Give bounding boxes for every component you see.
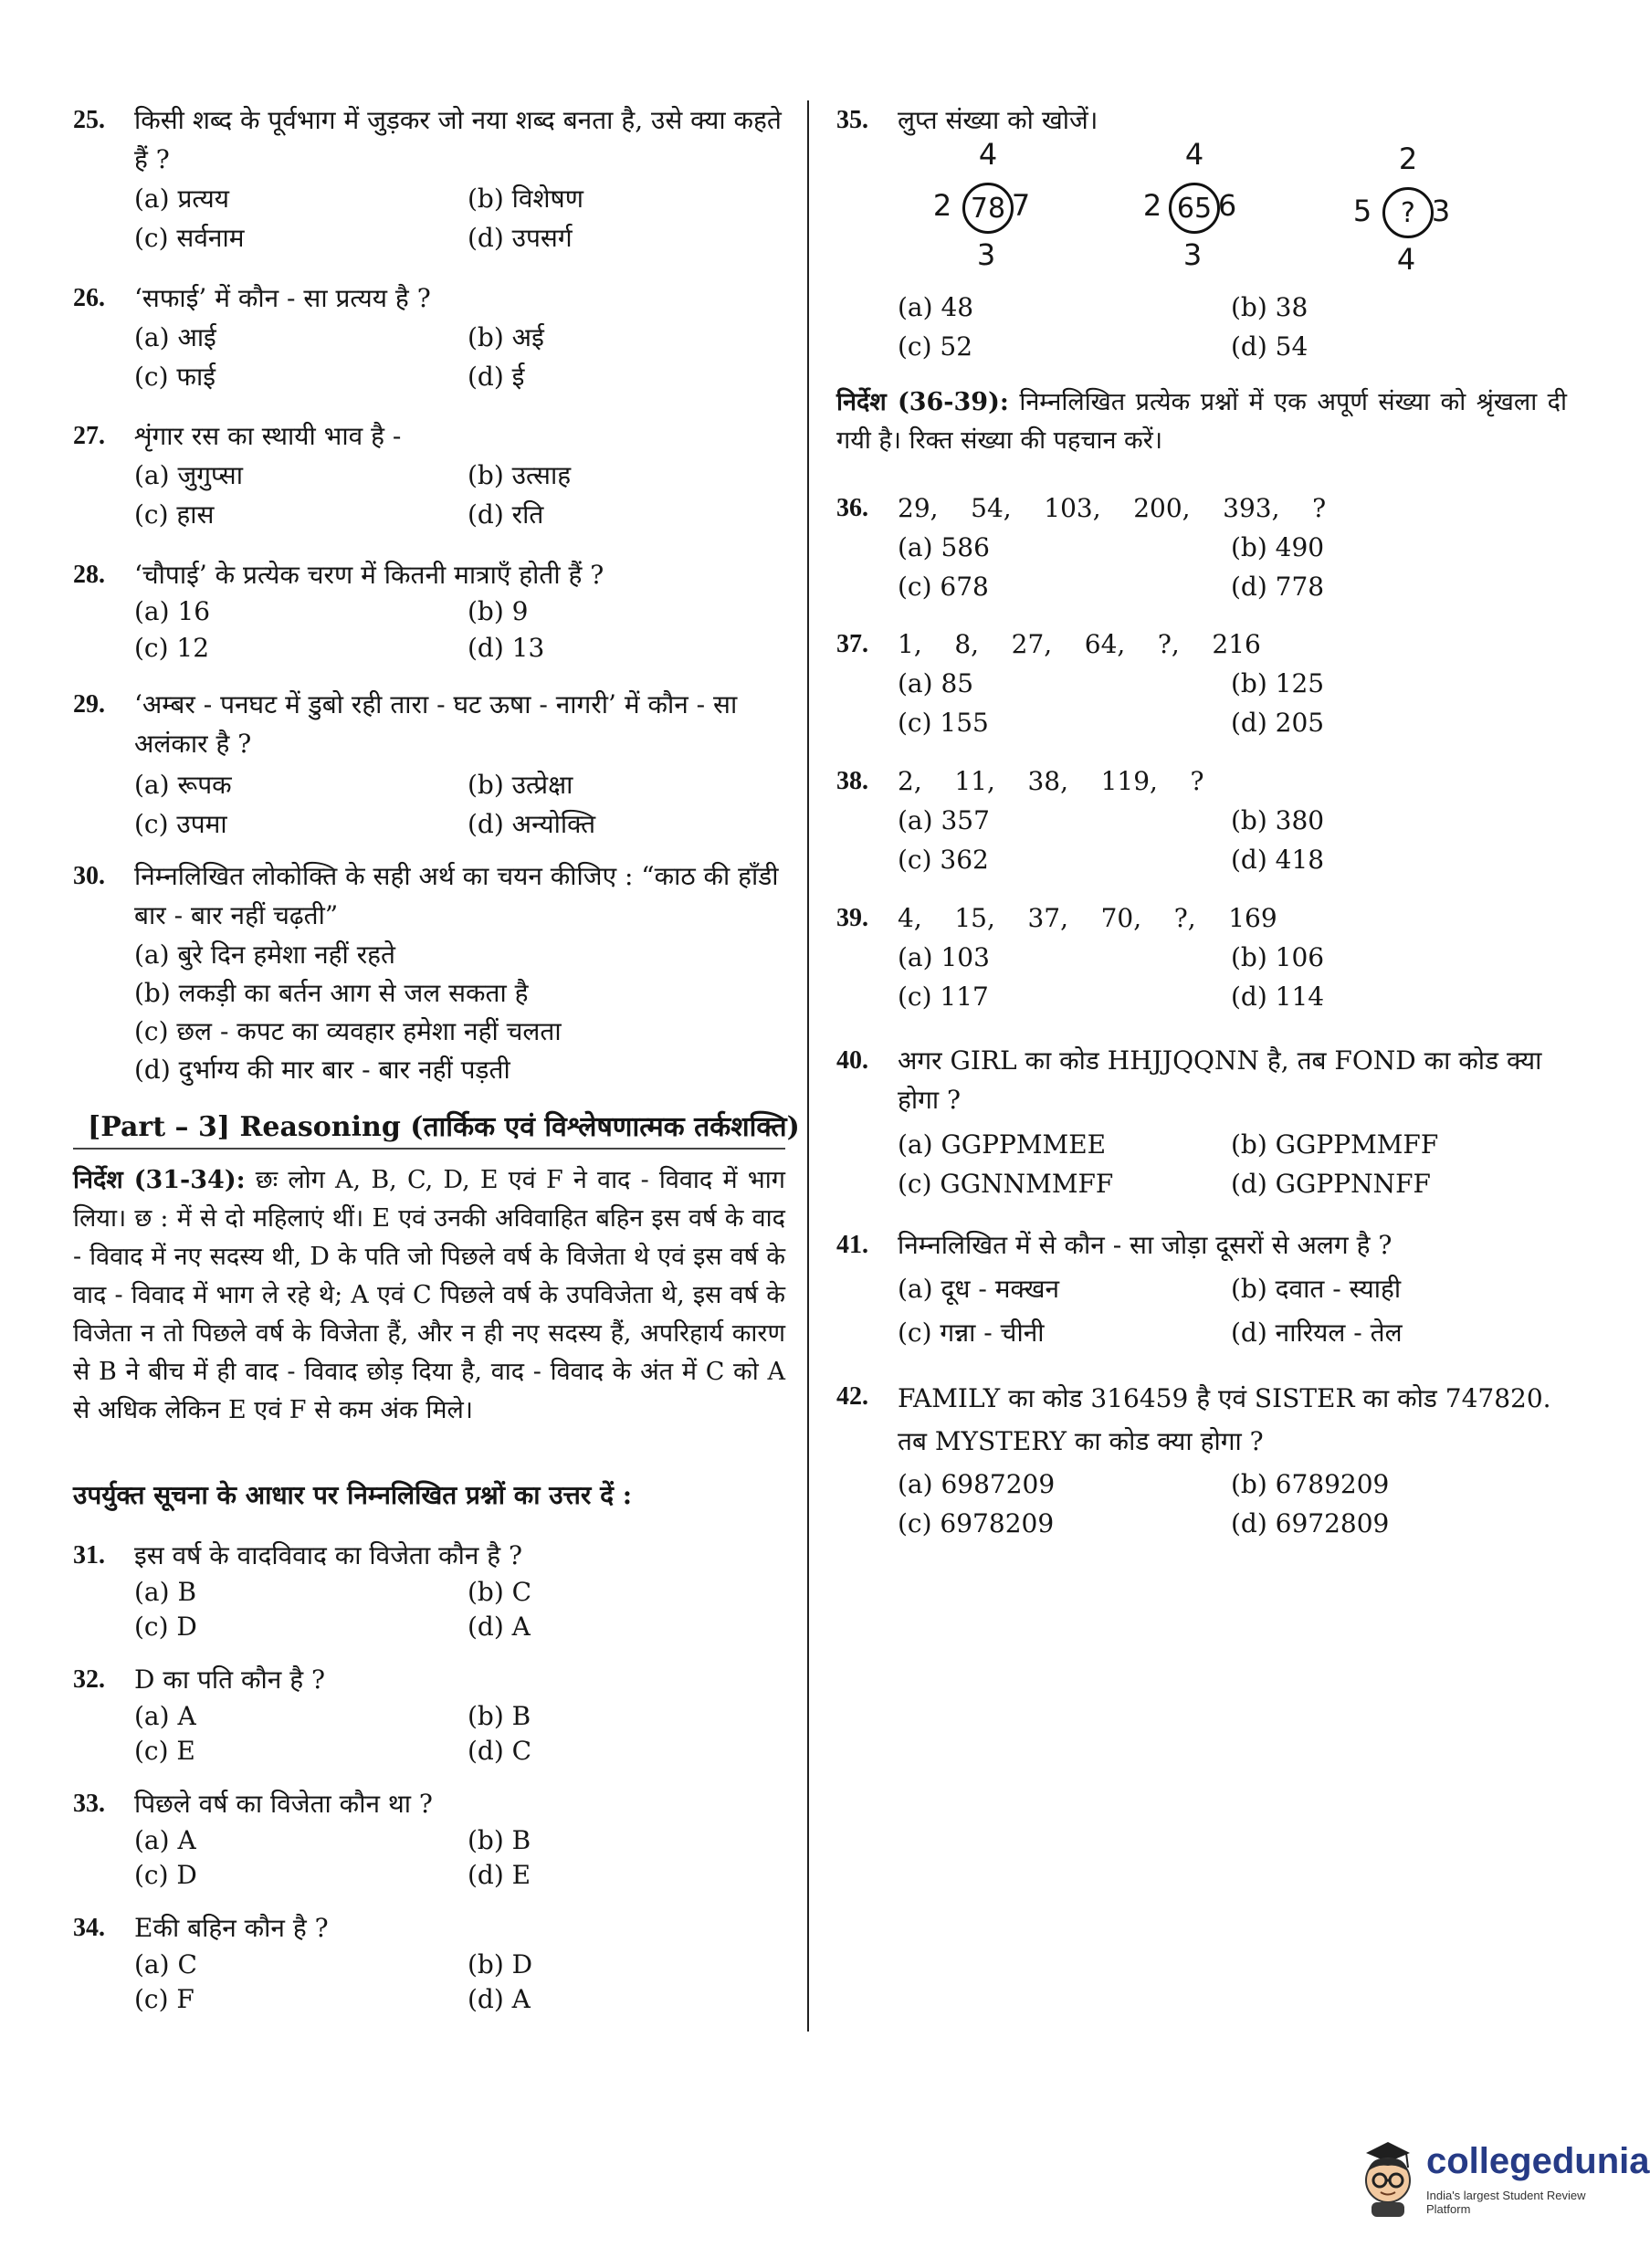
question-stem: FAMILY का कोड 316459 है एवं SISTER का कोड 747820. तब MYSTERY का कोड क्या होगा ? — [898, 1383, 1551, 1456]
option-b: (b) 38 — [1231, 292, 1308, 322]
question-number: 30. — [73, 862, 105, 890]
option-d: (d) रति — [468, 499, 544, 530]
option-c: (c) सर्वनाम — [134, 223, 245, 253]
option-c: (c) F — [134, 1984, 194, 2014]
option-b: (b) 9 — [468, 596, 529, 626]
question-number: 42. — [836, 1382, 868, 1411]
collegedunia-logo[interactable] — [1353, 2132, 1650, 2223]
directions-36-39 — [836, 383, 1567, 460]
question-number: 33. — [73, 1790, 105, 1818]
option-c: (c) गन्ना - चीनी — [898, 1318, 1045, 1348]
option-d: (d) उपसर्ग — [468, 223, 573, 253]
number-figure-1 — [920, 137, 1067, 283]
section-heading: [Part – 3] Reasoning (तार्किक एवं विश्लेषणात्मक तर्कशक्ति) — [88, 1111, 800, 1143]
option-c: (c) 362 — [898, 845, 989, 875]
figure-top-number: 2 — [1398, 142, 1418, 176]
option-c: (c) 6978209 — [898, 1508, 1055, 1538]
option-a: (a) 357 — [898, 805, 990, 835]
option-b: (b) C — [468, 1577, 532, 1607]
question-stem: अगर GIRL का कोड HHJJQQNN है, तब FOND का कोड क्या होगा ? — [898, 1045, 1542, 1115]
question-stem: इस वर्ष के वादविवाद का विजेता कौन है ? — [134, 1540, 523, 1570]
figure-right-number: 3 — [1431, 194, 1451, 228]
question-number: 40. — [836, 1046, 868, 1075]
option-a: (a) C — [134, 1949, 197, 1979]
option-b: (b) उत्साह — [468, 460, 572, 490]
option-b: (b) B — [468, 1825, 531, 1855]
logo-tagline: India's largest Student Review Platform — [1426, 2189, 1586, 2216]
question-stem: Eकी बहिन कौन है ? — [134, 1913, 329, 1943]
option-a: (a) आई — [134, 322, 216, 352]
figure-left-number: 2 — [932, 188, 952, 223]
figure-right-number: 6 — [1217, 188, 1237, 223]
option-d: (d) 114 — [1231, 982, 1325, 1012]
section-rule — [73, 1148, 785, 1150]
question-number: 29. — [73, 690, 105, 719]
question-number: 28. — [73, 561, 105, 589]
figure-circled-number: 78 — [962, 183, 1014, 234]
option-d: (d) E — [468, 1860, 531, 1890]
question-stem: 1, 8, 27, 64, ?, 216 — [898, 629, 1261, 659]
option-d: (d) नारियल - तेल — [1231, 1318, 1403, 1348]
question-stem: D का पति कौन है ? — [134, 1664, 325, 1695]
option-c: (c) 155 — [898, 708, 989, 738]
option-b: (b) 106 — [1231, 942, 1325, 972]
option-a: (a) 85 — [898, 668, 974, 698]
option-c: (c) D — [134, 1612, 197, 1642]
figure-left-number: 2 — [1142, 188, 1162, 223]
figure-bottom-number: 3 — [1182, 237, 1203, 272]
option-b: (b) B — [468, 1701, 531, 1731]
question-stem: निम्नलिखित में से कौन - सा जोड़ा दूसरों से अलग है ? — [898, 1230, 1393, 1260]
directions-31-34 — [73, 1161, 785, 1430]
question-stem: किसी शब्द के पूर्वभाग में जुड़कर जो नया शब्द बनता है, उसे क्या कहते हैं ? — [134, 105, 782, 174]
question-stem: निम्नलिखित लोकोक्ति के सही अर्थ का चयन कीजिए : “काठ की हाँडी बार - बार नहीं चढ़ती” — [134, 861, 779, 930]
logo-brand: collegedunia — [1426, 2141, 1650, 2181]
option-b: (b) विशेषण — [468, 184, 583, 214]
figure-bottom-number: 3 — [976, 237, 996, 272]
question-stem: ‘चौपाई’ के प्रत्येक चरण में कितनी मात्राएँ होती हैं ? — [134, 560, 604, 590]
option-a: (a) रूपक — [134, 770, 232, 800]
option-c: (c) E — [134, 1736, 195, 1766]
question-number: 32. — [73, 1665, 105, 1694]
question-stem: ‘अम्बर - पनघट में डुबो रही तारा - घट ऊषा - नागरी’ में कौन - सा अलंकार है ? — [134, 689, 738, 759]
option-c: (c) 12 — [134, 633, 210, 663]
option-c: (c) GGNNMMFF — [898, 1169, 1114, 1199]
option-c: (c) D — [134, 1860, 197, 1890]
directions-text: छः लोग A, B, C, D, E एवं F ने वाद - विवाद में भाग लिया। छ : में से दो महिलाएं थीं। E एवं उनकी अविवाहित बहिन इस वर्ष के वाद - विवाद में नए सदस्य थी, D के पति जो पिछले वर्ष के विजेता थे एवं इस वर्ष के वाद - विवाद में भाग ले रहे थे; A एवं C पिछले वर्ष के उपविजेता थे, इस वर्ष के विजेता न तो पिछले वर्ष के विजेता हैं, और न ही नए सदस्य हैं, अपरिहार्य कारण से B ने बीच में ही वाद - विवाद छोड़ दिया है, वाद - विवाद के अंत में C को A से अधिक लेकिन E एवं F से कम अंक मिले। — [73, 1166, 785, 1424]
option-b: (b) दवात - स्याही — [1231, 1274, 1402, 1304]
figure-top-number: 4 — [978, 137, 998, 172]
question-number: 36. — [836, 494, 868, 522]
figure-bottom-number: 4 — [1396, 242, 1416, 277]
question-stem: पिछले वर्ष का विजेता कौन था ? — [134, 1789, 433, 1819]
option-b: (b) D — [468, 1949, 533, 1979]
question-number: 31. — [73, 1541, 105, 1570]
question-number: 26. — [73, 284, 105, 312]
option-d: (d) 205 — [1231, 708, 1325, 738]
question-stem: शृंगार रस का स्थायी भाव है - — [134, 421, 402, 451]
option-a: (a) 103 — [898, 942, 990, 972]
option-c: (c) 678 — [898, 572, 989, 602]
question-stem: 4, 15, 37, 70, ?, 169 — [898, 903, 1277, 933]
option-a: (a) दूध - मक्खन — [898, 1274, 1060, 1304]
question-number: 39. — [836, 904, 868, 932]
question-number: 41. — [836, 1231, 868, 1259]
option-d: (d) C — [468, 1736, 532, 1766]
option-d: (d) 6972809 — [1231, 1508, 1390, 1538]
question-stem: 29, 54, 103, 200, 393, ? — [898, 493, 1327, 523]
option-d: (d) A — [468, 1612, 531, 1642]
option-a: (a) GGPPMMEE — [898, 1129, 1107, 1160]
figure-top-number: 4 — [1184, 137, 1204, 172]
question-number: 37. — [836, 630, 868, 658]
option-c: (c) 52 — [898, 331, 973, 362]
question-number: 35. — [836, 106, 868, 134]
option-b: (b) उत्प्रेक्षा — [468, 770, 573, 800]
option-a: (a) B — [134, 1577, 197, 1607]
figure-left-number: 5 — [1352, 194, 1372, 228]
option-d: (d) A — [468, 1984, 531, 2014]
option-a: (a) प्रत्यय — [134, 184, 229, 214]
option-d: (d) GGPPNNFF — [1231, 1169, 1431, 1199]
option-d: (d) 778 — [1231, 572, 1325, 602]
option-a: (a) 16 — [134, 596, 211, 626]
option-a: (a) जुगुप्सा — [134, 460, 243, 490]
option-d: (d) ई — [468, 362, 525, 392]
question-stem: 2, 11, 38, 119, ? — [898, 766, 1204, 796]
option-c: (c) 117 — [898, 982, 989, 1012]
question-number: 38. — [836, 767, 868, 795]
figure-circled-number: ? — [1382, 187, 1434, 238]
option-b: (b) 380 — [1231, 805, 1325, 835]
option-d: (d) अन्योक्ति — [468, 809, 596, 839]
figure-circled-number: 65 — [1169, 183, 1220, 234]
directions-text: निम्नलिखित प्रत्येक प्रश्नों में एक अपूर्ण संख्या को श्रृंखला दी गयी है। रिक्त संख्या की पहचान करें। — [836, 388, 1567, 455]
option-c: (c) फाई — [134, 362, 216, 392]
directions-label: निर्देश (31-34): — [73, 1166, 246, 1194]
option-d: (d) 418 — [1231, 845, 1325, 875]
mascot-icon — [1353, 2137, 1421, 2219]
option-b: (b) GGPPMMFF — [1231, 1129, 1439, 1160]
option-d: (d) 13 — [468, 633, 545, 663]
option-a: (a) A — [134, 1825, 196, 1855]
question-stem: ‘सफाई’ में कौन - सा प्रत्यय है ? — [134, 283, 431, 313]
option-a: (a) A — [134, 1701, 196, 1731]
question-number: 34. — [73, 1914, 105, 1942]
option-a: (a) बुरे दिन हमेशा नहीं रहते — [134, 940, 395, 970]
number-figure-2 — [1134, 137, 1280, 283]
option-b: (b) 6789209 — [1231, 1469, 1390, 1499]
option-a: (a) 6987209 — [898, 1469, 1056, 1499]
question-stem: लुप्त संख्या को खोजें। — [898, 105, 1098, 135]
option-b: (b) लकड़ी का बर्तन आग से जल सकता है — [134, 978, 529, 1008]
option-c: (c) उपमा — [134, 809, 227, 839]
question-number: 27. — [73, 422, 105, 450]
figure-right-number: 7 — [1011, 188, 1031, 223]
option-d: (d) 54 — [1231, 331, 1308, 362]
option-b: (b) 490 — [1231, 532, 1325, 562]
question-number: 25. — [73, 106, 105, 134]
option-b: (b) अई — [468, 322, 544, 352]
option-a: (a) 586 — [898, 532, 990, 562]
option-d: (d) दुर्भाग्य की मार बार - बार नहीं पड़ती — [134, 1055, 510, 1085]
option-c: (c) छल - कपट का व्यवहार हमेशा नहीं चलता — [134, 1016, 562, 1046]
directions-instruction: उपर्युक्त सूचना के आधार पर निम्नलिखित प्रश्नों का उत्तर दें : — [73, 1480, 633, 1510]
option-c: (c) हास — [134, 499, 215, 530]
option-a: (a) 48 — [898, 292, 974, 322]
option-b: (b) 125 — [1231, 668, 1325, 698]
number-figure-3 — [1342, 142, 1488, 288]
directions-label: निर्देश (36-39): — [836, 388, 1009, 416]
column-divider — [807, 100, 809, 2032]
